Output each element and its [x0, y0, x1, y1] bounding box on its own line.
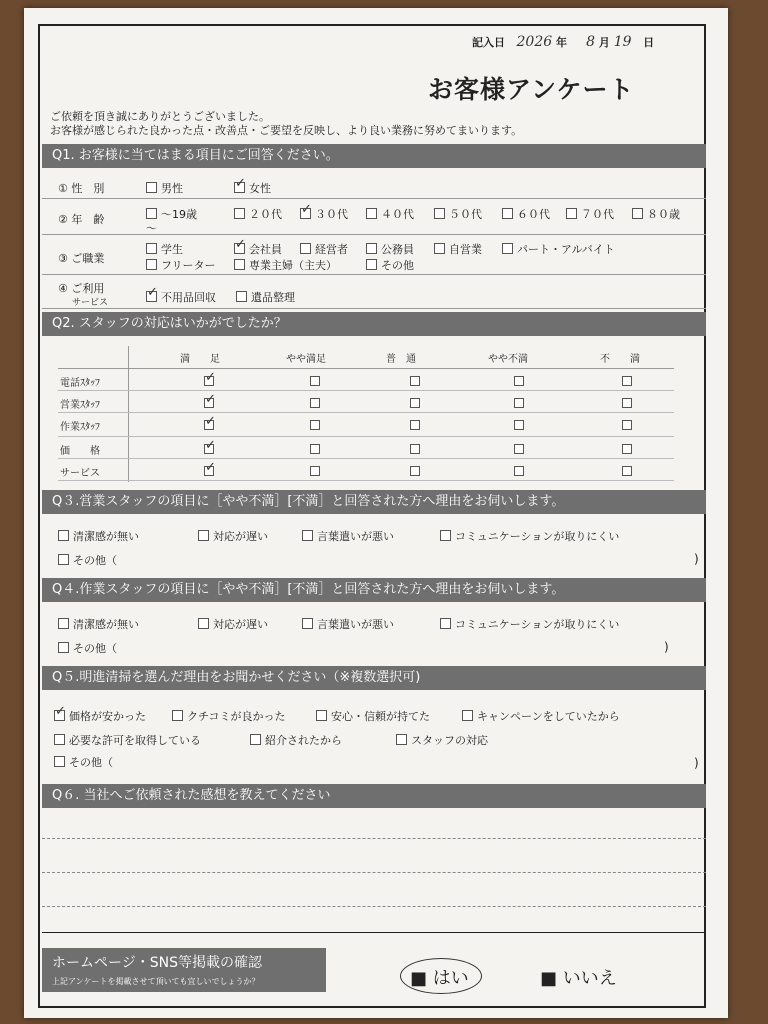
checkbox[interactable]: [58, 642, 69, 653]
row-phone-staff: 電話ｽﾀｯﾌ: [60, 378, 100, 389]
option-label: 経営者: [315, 243, 348, 256]
rating-checkbox[interactable]: [514, 398, 524, 408]
q5-option-staff[interactable]: [396, 732, 488, 748]
option-label: 遺品整理: [251, 291, 295, 304]
rating-checkbox-checked[interactable]: [204, 398, 214, 408]
option-age-20s[interactable]: [234, 206, 282, 222]
divider: [42, 932, 706, 933]
checkbox[interactable]: [434, 208, 445, 219]
col-satisfied: 満 足: [180, 354, 220, 365]
q3-option-other[interactable]: [58, 552, 117, 568]
option-label: ２０代: [249, 208, 282, 221]
option-part-time[interactable]: [502, 241, 615, 257]
q5-option-license[interactable]: [54, 732, 201, 748]
comment-line[interactable]: [42, 838, 706, 839]
checkbox[interactable]: [462, 710, 473, 721]
checkbox[interactable]: [146, 208, 157, 219]
rating-checkbox[interactable]: [622, 398, 632, 408]
checkbox[interactable]: [502, 208, 513, 219]
option-manager[interactable]: [300, 241, 348, 257]
col-dissatisfied: 不 満: [600, 354, 640, 365]
comment-line[interactable]: [42, 872, 706, 873]
option-label: 男性: [161, 182, 183, 195]
checkbox[interactable]: [366, 243, 377, 254]
rating-checkbox[interactable]: [514, 444, 524, 454]
rating-checkbox[interactable]: [310, 466, 320, 476]
checkbox[interactable]: [366, 208, 377, 219]
option-label: ６０代: [517, 208, 550, 221]
publish-consent-title: ホームページ・SNS等掲載の確認: [52, 955, 262, 971]
option-homemaker[interactable]: [234, 257, 337, 273]
option-label: 言葉遣いが悪い: [317, 530, 394, 543]
q5-option-referral[interactable]: [250, 732, 342, 748]
rating-checkbox[interactable]: [622, 376, 632, 386]
q5-option-campaign[interactable]: [462, 708, 620, 724]
q4-option-rude[interactable]: [302, 616, 394, 632]
col-somewhat-satisfied: やや満足: [286, 354, 326, 365]
rating-checkbox[interactable]: [514, 466, 524, 476]
checkbox[interactable]: [234, 259, 245, 270]
page-title: お客様アンケート: [428, 75, 635, 104]
option-label: 対応が遅い: [213, 618, 268, 631]
option-label: ３０代: [315, 208, 348, 221]
intro-line-2: お客様が感じられた良かった点・改善点・ご要望を反映し、より良い業務に努めてまいります。: [50, 124, 523, 137]
date-day: 19: [613, 34, 632, 50]
option-label: 対応が遅い: [213, 530, 268, 543]
divider: [42, 198, 706, 199]
option-label: 自営業: [449, 243, 482, 256]
option-student[interactable]: [146, 241, 183, 257]
rating-checkbox[interactable]: [410, 376, 420, 386]
age-tail: ～: [146, 222, 157, 235]
rating-checkbox-checked[interactable]: [204, 420, 214, 430]
col-neutral: 普 通: [386, 354, 416, 365]
q5-option-other[interactable]: [54, 754, 113, 770]
rating-checkbox-checked[interactable]: [204, 466, 214, 476]
checkbox[interactable]: [250, 734, 261, 745]
checkbox[interactable]: [302, 530, 313, 541]
checkbox[interactable]: [236, 291, 247, 302]
checkbox[interactable]: [300, 243, 311, 254]
option-label: フリーター: [161, 259, 216, 272]
service-label-sub: サービス: [72, 298, 109, 308]
intro-line-1: ご依頼を頂き誠にありがとうございました。: [50, 110, 270, 123]
rating-checkbox[interactable]: [310, 444, 320, 454]
q3-option-slow[interactable]: [198, 528, 268, 544]
checkbox[interactable]: [396, 734, 407, 745]
checkbox[interactable]: [440, 530, 451, 541]
option-label: クチコミが良かった: [187, 710, 286, 723]
option-label: その他（: [73, 642, 117, 655]
option-label: 必要な許可を取得している: [69, 734, 201, 747]
option-label: 紹介されたから: [265, 734, 342, 747]
q2-header: Q2. スタッフの対応はいかがでしたか？: [42, 312, 706, 336]
option-label: その他（: [73, 554, 117, 567]
q6-header: Q６. 当社へご依頼された感想を教えてください: [42, 784, 706, 808]
q4-header: Q４.作業スタッフの項目に［やや不満］[不満］と回答された方へ理由をお伺いします。: [42, 578, 706, 602]
checkbox[interactable]: [198, 618, 209, 629]
checkbox-checked[interactable]: [234, 243, 245, 254]
option-label: ５０代: [449, 208, 482, 221]
rating-checkbox[interactable]: [310, 376, 320, 386]
checkbox[interactable]: [316, 710, 327, 721]
checkbox[interactable]: [566, 208, 577, 219]
grid-hline: [58, 368, 674, 369]
option-label: その他（: [69, 756, 113, 769]
date-field: [472, 34, 654, 50]
q3-option-communication[interactable]: [440, 528, 619, 544]
rating-checkbox-checked[interactable]: [204, 444, 214, 454]
checkbox[interactable]: [58, 554, 69, 565]
date-label: 記入日: [472, 36, 505, 49]
grid-hline: [58, 458, 674, 459]
q4-other-close: ): [664, 640, 669, 654]
q5-other-close: ): [694, 756, 699, 770]
grid-hline: [58, 436, 674, 437]
q4-option-unclean[interactable]: [58, 616, 139, 632]
rating-checkbox[interactable]: [410, 398, 420, 408]
rating-checkbox[interactable]: [514, 420, 524, 430]
publish-consent-sub: 上記アンケートを掲載させて頂いても宜しいでしょうか？: [52, 977, 260, 986]
checkbox[interactable]: [146, 243, 157, 254]
option-label: キャンペーンをしていたから: [477, 710, 620, 723]
checkbox[interactable]: [146, 182, 157, 193]
comment-line[interactable]: [42, 906, 706, 907]
survey-sheet: [24, 8, 728, 1018]
rating-checkbox[interactable]: [410, 420, 420, 430]
option-employee[interactable]: [234, 241, 282, 257]
option-label: 学生: [161, 243, 183, 256]
option-label: ７０代: [581, 208, 614, 221]
option-label: 清潔感が無い: [73, 618, 139, 631]
grid-hline: [58, 480, 674, 481]
consent-no[interactable]: ■ いいえ: [540, 968, 617, 989]
option-age-40s[interactable]: [366, 206, 414, 222]
checkbox[interactable]: [146, 259, 157, 270]
q3-option-unclean[interactable]: [58, 528, 139, 544]
option-freeter[interactable]: [146, 257, 216, 273]
rating-checkbox[interactable]: [622, 466, 632, 476]
rating-checkbox[interactable]: [410, 466, 420, 476]
divider: [42, 234, 706, 235]
q4-option-other[interactable]: [58, 640, 117, 656]
option-junk-removal[interactable]: [146, 289, 216, 305]
q5-option-price[interactable]: [54, 708, 146, 724]
option-self-employed[interactable]: [434, 241, 482, 257]
option-age-60s[interactable]: [502, 206, 550, 222]
rating-checkbox[interactable]: [622, 444, 632, 454]
option-label: コミュニケーションが取りにくい: [455, 530, 620, 543]
job-label: ③ ご職業: [58, 252, 105, 265]
date-month-unit: 月: [598, 36, 610, 49]
checkbox[interactable]: [434, 243, 445, 254]
option-estate-cleanup[interactable]: [236, 289, 295, 305]
option-label: スタッフの対応: [411, 734, 488, 747]
option-label: 価格が安かった: [69, 710, 146, 723]
option-age-50s[interactable]: [434, 206, 482, 222]
option-label: 会社員: [249, 243, 282, 256]
option-male[interactable]: [146, 180, 183, 196]
option-label: 公務員: [381, 243, 414, 256]
col-somewhat-dissatisfied: やや不満: [488, 354, 528, 365]
option-label: ８０歳: [647, 208, 680, 221]
service-label: ④ ご利用: [58, 282, 105, 295]
option-label: 言葉遣いが悪い: [317, 618, 394, 631]
rating-checkbox[interactable]: [410, 444, 420, 454]
publish-consent-box: [42, 948, 326, 992]
q5-header: Q５.明進清掃を選んだ理由をお聞かせください（※複数選択可): [42, 666, 706, 690]
checkbox[interactable]: [234, 208, 245, 219]
rating-checkbox[interactable]: [622, 420, 632, 430]
checkbox-checked[interactable]: [234, 182, 245, 193]
consent-yes[interactable]: ■ はい: [410, 968, 469, 989]
option-label: 専業主婦（主夫）: [249, 259, 337, 272]
option-label: 安心・信頼が持てた: [331, 710, 430, 723]
q3-header: Q３.営業スタッフの項目に［やや不満］[不満］と回答された方へ理由をお伺いします。: [42, 490, 706, 514]
sheet-border: [38, 24, 706, 1008]
date-month: 8: [586, 34, 596, 50]
option-label: ～19歳: [161, 208, 197, 221]
option-civil-servant[interactable]: [366, 241, 414, 257]
option-age-70s[interactable]: [566, 206, 614, 222]
date-day-unit: 日: [643, 36, 655, 49]
checkbox[interactable]: [58, 618, 69, 629]
q3-option-rude[interactable]: [302, 528, 394, 544]
q5-option-reviews[interactable]: [172, 708, 286, 724]
option-label: 女性: [249, 182, 271, 195]
q4-option-slow[interactable]: [198, 616, 268, 632]
checkbox[interactable]: [440, 618, 451, 629]
checkbox-checked[interactable]: [146, 291, 157, 302]
checkbox[interactable]: [198, 530, 209, 541]
checkbox[interactable]: [366, 259, 377, 270]
checkbox[interactable]: [172, 710, 183, 721]
checkbox[interactable]: [502, 243, 513, 254]
date-year: 2026: [516, 34, 553, 50]
row-service: サービス: [60, 468, 100, 479]
checkbox[interactable]: [302, 618, 313, 629]
rating-checkbox[interactable]: [310, 398, 320, 408]
option-label: その他: [381, 259, 414, 272]
checkbox[interactable]: [54, 756, 65, 767]
option-label: コミュニケーションが取りにくい: [455, 618, 620, 631]
q4-option-communication[interactable]: [440, 616, 619, 632]
checkbox-checked[interactable]: [300, 208, 311, 219]
checkbox[interactable]: [58, 530, 69, 541]
rating-checkbox[interactable]: [514, 376, 524, 386]
option-female[interactable]: [234, 180, 271, 196]
divider: [42, 308, 706, 309]
grid-vline: [128, 346, 129, 482]
rating-checkbox-checked[interactable]: [204, 376, 214, 386]
row-price: 価 格: [60, 446, 100, 457]
q5-option-trust[interactable]: [316, 708, 430, 724]
row-work-staff: 作業ｽﾀｯﾌ: [60, 422, 100, 433]
rating-checkbox[interactable]: [310, 420, 320, 430]
option-job-other[interactable]: [366, 257, 414, 273]
age-label: ② 年 齢: [58, 213, 105, 226]
grid-hline: [58, 390, 674, 391]
checkbox-checked[interactable]: [54, 710, 65, 721]
option-label: ４０代: [381, 208, 414, 221]
checkbox[interactable]: [632, 208, 643, 219]
date-year-unit: 年: [555, 36, 567, 49]
option-age-30s[interactable]: [300, 206, 348, 222]
option-label: 不用品回収: [161, 291, 216, 304]
gender-label: ① 性 別: [58, 182, 105, 195]
row-sales-staff: 営業ｽﾀｯﾌ: [60, 400, 100, 411]
option-age-80[interactable]: [632, 206, 680, 222]
option-label: パート・アルバイト: [517, 243, 615, 256]
q3-other-close: ): [694, 552, 699, 566]
option-label: 清潔感が無い: [73, 530, 139, 543]
checkbox[interactable]: [54, 734, 65, 745]
divider: [42, 274, 706, 275]
grid-hline: [58, 412, 674, 413]
q1-header: Q1. お客様に当てはまる項目にご回答ください。: [42, 144, 706, 168]
